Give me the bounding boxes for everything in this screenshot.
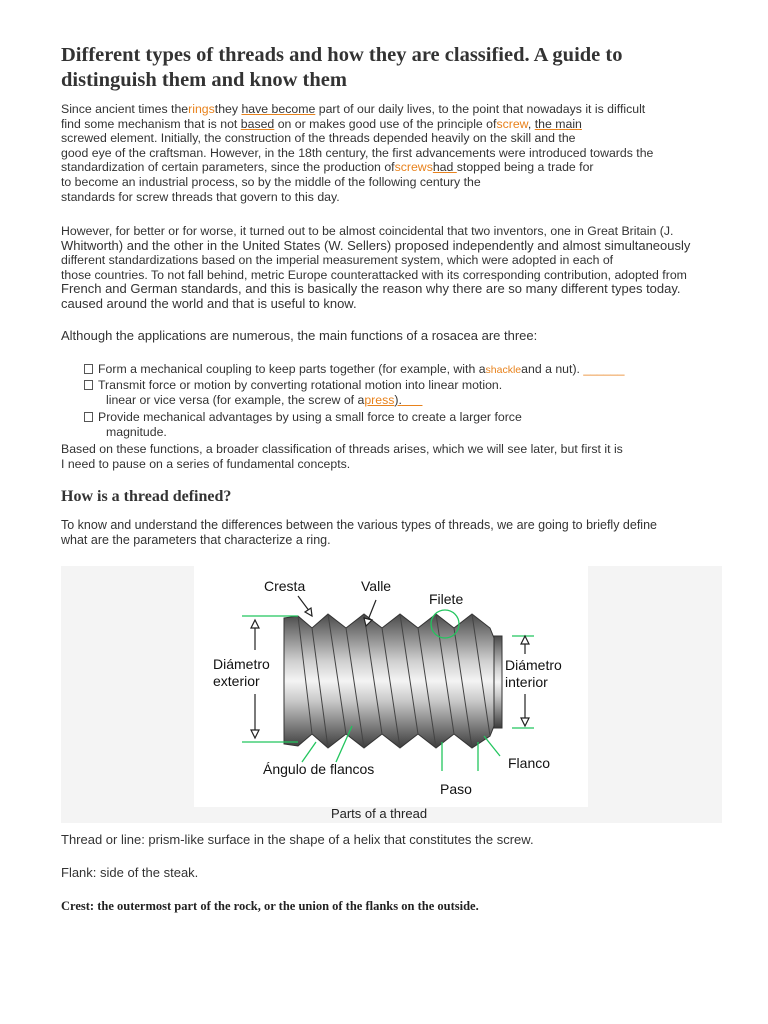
text-line: those countries. To not fall behind, metric Europe counterattacked with its corresponding contribution, adopted from	[61, 267, 687, 282]
link-shackle[interactable]: shackle	[485, 364, 522, 376]
text-line: standardization of certain parameters, since the production ofscrewshad stopped being a trade for	[61, 160, 594, 175]
thread-diagram-svg	[194, 566, 588, 807]
intro-paragraph	[61, 102, 653, 204]
text-line: To know and understand the differences between the various types of threads, we are going to briefly define	[61, 518, 657, 532]
label-angulo-de-flancos: Ángulo de flancos	[263, 761, 375, 777]
text-line: different standardizations based on the imperial measurement system, which were adopted in each of	[61, 253, 614, 268]
list-item: Form a mechanical coupling to keep parts together (for example, with ashackleand a nut). ______	[84, 362, 624, 379]
text-line: caused around the world and that is useful to know.	[61, 295, 357, 311]
definition-flank: Flank: side of the steak.	[61, 865, 199, 880]
blank-line: ______	[583, 362, 625, 376]
history-paragraph	[61, 224, 690, 312]
section-heading: How is a thread defined?	[61, 488, 232, 505]
classification-paragraph	[61, 442, 623, 471]
text-line: find some mechanism that is not based on or makes good use of the principle ofscrew, the main	[61, 116, 582, 131]
label-diametro-interior-2: interior	[505, 674, 548, 690]
text-line: Whitworth) and the other in the United States (W. Sellers) proposed independently and almost simultaneously	[61, 237, 691, 253]
text-line: to become an industrial process, so by the middle of the following century the	[61, 174, 481, 189]
bullet-box-icon	[84, 412, 93, 422]
label-flanco: Flanco	[508, 755, 551, 771]
figure-caption: Parts of a thread	[330, 806, 428, 821]
label-diametro-exterior-1: Diámetro	[213, 656, 270, 672]
label-paso: Paso	[440, 781, 472, 797]
functions-intro: Although the applications are numerous, the main functions of a rosacea are three:	[61, 328, 538, 343]
label-diametro-exterior-2: exterior	[213, 673, 260, 689]
definition-thread: Thread or line: prism-like surface in the shape of a helix that constitutes the screw.	[61, 832, 534, 847]
page-title: Different types of threads and how they are classified. A guide to distinguish them and know them	[61, 44, 623, 91]
text-line: Based on these functions, a broader classification of threads arises, which we will see later, but first it is	[61, 442, 623, 456]
text-line: standards for screw threads that govern to this day.	[61, 189, 340, 204]
list-item: Transmit force or motion by converting rotational motion into linear motion.	[84, 378, 502, 394]
bullet-box-icon	[84, 380, 93, 390]
text-line: what are the parameters that characterize a ring.	[61, 532, 331, 547]
link-screw[interactable]: screw	[496, 116, 528, 131]
link-rings[interactable]: rings	[188, 102, 215, 116]
thread-figure	[61, 566, 722, 823]
definition-intro	[61, 518, 657, 547]
thread-body	[284, 614, 494, 748]
text-line: I need to pause on a series of fundamental concepts.	[61, 456, 351, 471]
text-line: However, for better or for worse, it turned out to be almost coincidental that two inventors, one in Great Britain (J.	[61, 224, 674, 238]
label-diametro-interior-1: Diámetro	[505, 657, 562, 673]
definition-crest: Crest: the outermost part of the rock, or the union of the flanks on the outside.	[61, 899, 479, 913]
link-press[interactable]: press	[364, 393, 395, 407]
list-item-continued: magnitude.	[106, 425, 167, 439]
thread-end	[494, 636, 502, 728]
label-cresta: Cresta	[264, 578, 306, 594]
label-valle: Valle	[361, 578, 392, 594]
list-item: Provide mechanical advantages by using a small force to create a larger force	[84, 410, 522, 426]
list-item-continued: linear or vice versa (for example, the screw of apress).	[106, 393, 402, 407]
label-filete: Filete	[429, 591, 464, 607]
text-line: good eye of the craftsman. However, in the 18th century, the first advancements were introduced towards the	[61, 145, 654, 160]
text-line: French and German standards, and this is basically the reason why there are so many different types today.	[61, 281, 681, 297]
text-line: Since ancient times theringsthey have become part of our daily lives, to the point that nowadays it is difficult	[61, 102, 646, 116]
bullet-box-icon	[84, 364, 93, 374]
link-screws[interactable]: screws	[394, 160, 433, 175]
thread-diagram	[194, 566, 588, 807]
text-line: screwed element. Initially, the construction of the threads depended heavily on the skill and the	[61, 131, 576, 146]
